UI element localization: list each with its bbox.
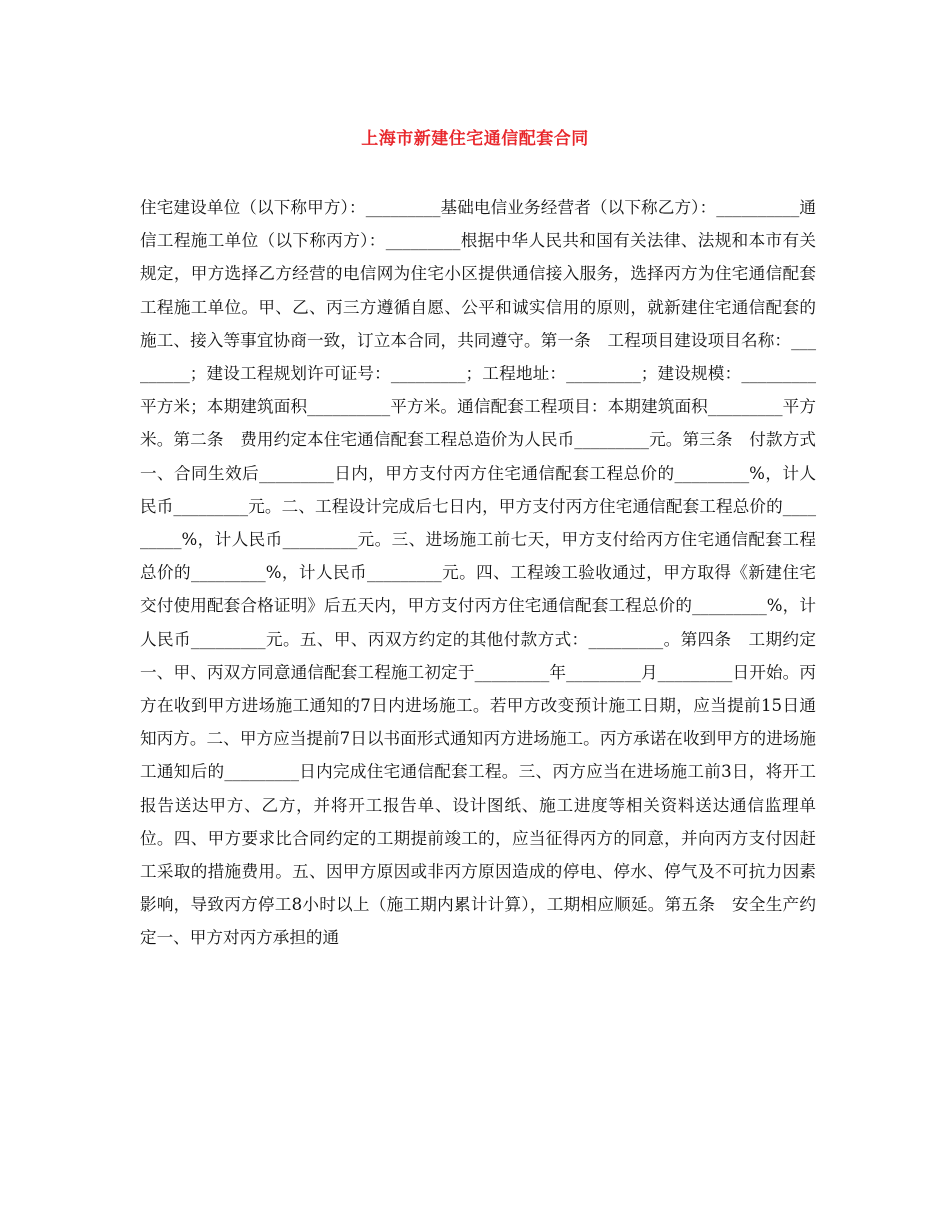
contract-body-text: 住宅建设单位（以下称甲方）：_________基础电信业务经营者（以下称乙方）：__________通信工程施工单位（以下称丙方）：_________根据中华人民共和国有关法律、法规和本市有关规定，甲方选择乙方经营的电信网为住宅小区提供通信接入服务，选择丙方为住宅通信配套工程施工单位。甲、乙、丙三方遵循自愿、公平和诚实信用的原则，就新建住宅通信配套的施工、接入等事宜协商一致，订立本合同，共同遵守。第一条 工程项目建设项目名称：_________；建设工程规划许可证号：_________；工程地址：_________；建设规模：_________平方米；本期建筑面积__________平方米。通信配套工程项目：本期建筑面积_________平方米。第二条 费用约定本住宅通信配套工程总造价为人民币_________元。第三条 付款方式一、合同生效后_________日内，甲方支付丙方住宅通信配套工程总价的_________%，计人民币_________元。二、工程设计完成后七日内，甲方支付丙方住宅通信配套工程总价的_________%，计人民币_________元。三、进场施工前七天，甲方支付给丙方住宅通信配套工程总价的_________%，计人民币_________元。四、工程竣工验收通过，甲方取得《新建住宅交付使用配套合格证明》后五天内，甲方支付丙方住宅通信配套工程总价的_________%，计人民币_________元。五、甲、丙双方约定的其他付款方式：_________。第四条 工期约定一、甲、丙双方同意通信配套工程施工初定于_________年_________月_________日开始。丙方在收到甲方进场施工通知的7日内进场施工。若甲方改变预计施工日期，应当提前15日通知丙方。二、甲方应当提前7日以书面形式通知丙方进场施工。丙方承诺在收到甲方的进场施工通知后的_________日内完成住宅通信配套工程。三、丙方应当在进场施工前3日，将开工报告送达甲方、乙方，并将开工报告单、设计图纸、施工进度等相关资料送达通信监理单位。四、甲方要求比合同约定的工期提前竣工的，应当征得丙方的同意，并向丙方支付因赶工采取的措施费用。五、因甲方原因或非丙方原因造成的停电、停水、停气及不可抗力因素影响，导致丙方停工8小时以上（施工期内累计计算），工期相应顺延。第五条 安全生产约定一、甲方对丙方承担的通: [140, 198, 816, 948]
document-title: 上海市新建住宅通信配套合同: [361, 129, 589, 149]
